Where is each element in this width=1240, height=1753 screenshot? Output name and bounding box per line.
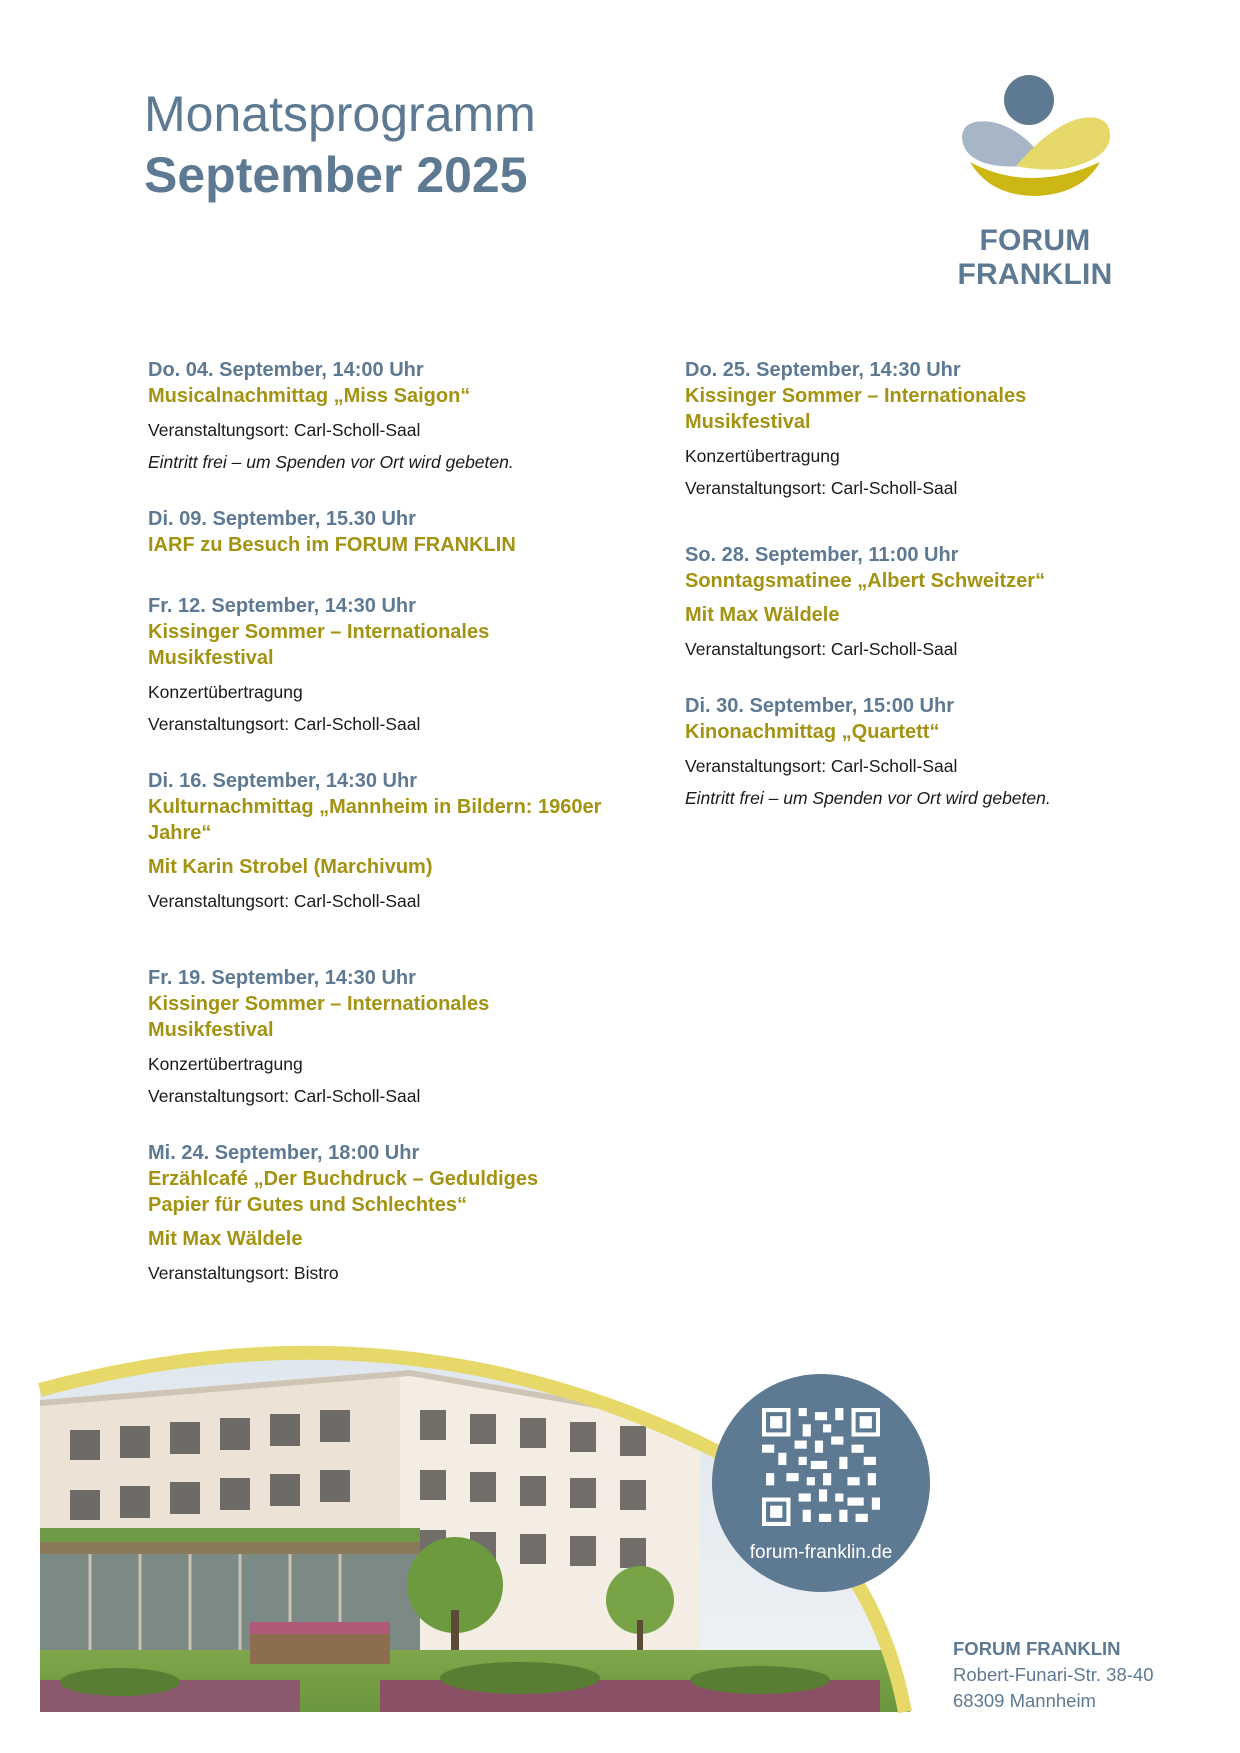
event-entry [685,358,1205,499]
event-speaker: Mit Max Wäldele [685,604,840,626]
event-info: Konzertübertragung [148,682,303,702]
event-entry [148,507,668,558]
event-info: Konzertübertragung [685,446,840,466]
event-note: Eintritt frei – um Spenden vor Ort wird gebeten. [148,452,514,472]
event-date: Fr. 12. September, 14:30 Uhr [148,595,416,617]
event-entry [148,1141,668,1284]
footer-org-name: FORUM FRANKLIN [953,1638,1121,1659]
event-entry [148,966,668,1107]
event-date: Fr. 19. September, 14:30 Uhr [148,967,416,989]
event-venue: Veranstaltungsort: Carl-Scholl-Saal [148,714,421,734]
event-date: Di. 16. September, 14:30 Uhr [148,770,418,792]
event-title: Erzählcafé „Der Buchdruck – Geduldiges Papier für Gutes und Schlechtes“ [148,1168,539,1216]
event-entry [148,358,668,473]
qr-badge[interactable] [712,1374,930,1592]
event-date: Do. 04. September, 14:00 Uhr [148,359,424,381]
event-title: Kinonachmittag „Quartett“ [685,721,940,743]
title-line-2: September 2025 [144,147,528,203]
event-date: Di. 09. September, 15.30 Uhr [148,508,416,530]
event-note: Eintritt frei – um Spenden vor Ort wird gebeten. [685,788,1051,808]
event-speaker: Mit Max Wäldele [148,1228,303,1250]
brand-name: FORUM FRANKLIN [957,224,1113,291]
event-title: Kissinger Sommer – Internationales Musikfestival [148,621,490,669]
event-date: So. 28. September, 11:00 Uhr [685,544,959,566]
event-venue: Veranstaltungsort: Carl-Scholl-Saal [148,891,421,911]
event-date: Mi. 24. September, 18:00 Uhr [148,1142,420,1164]
event-title: Musicalnachmittag „Miss Saigon“ [148,385,471,407]
footer-address [953,1636,1154,1714]
event-title: Kulturnachmittag „Mannheim in Bildern: 1960er Jahre“ [148,796,602,844]
event-venue: Veranstaltungsort: Bistro [148,1263,339,1283]
event-venue: Veranstaltungsort: Carl-Scholl-Saal [685,478,958,498]
event-venue: Veranstaltungsort: Carl-Scholl-Saal [148,420,421,440]
event-title: IARF zu Besuch im FORUM FRANKLIN [148,534,516,556]
qr-code-icon[interactable] [762,1408,880,1526]
event-date: Do. 25. September, 14:30 Uhr [685,359,961,381]
event-speaker: Mit Karin Strobel (Marchivum) [148,856,433,878]
event-venue: Veranstaltungsort: Carl-Scholl-Saal [685,756,958,776]
footer-city: 68309 Mannheim [953,1690,1096,1711]
page-title [144,84,536,206]
events-left-column [148,358,668,1318]
title-line-1: Monatsprogramm [144,86,536,142]
events-right-column [685,358,1205,843]
event-title: Kissinger Sommer – Internationales Musikfestival [148,993,490,1041]
event-entry [148,594,668,735]
forum-franklin-logo-icon [950,70,1120,200]
event-entry [148,769,668,912]
footer-street: Robert-Funari-Str. 38-40 [953,1664,1154,1685]
website-link[interactable]: forum-franklin.de [749,1542,893,1563]
event-title: Kissinger Sommer – Internationales Musikfestival [685,385,1027,433]
event-title: Sonntagsmatinee „Albert Schweitzer“ [685,570,1046,592]
event-date: Di. 30. September, 15:00 Uhr [685,695,955,717]
event-venue: Veranstaltungsort: Carl-Scholl-Saal [685,639,958,659]
event-entry [685,543,1205,660]
event-venue: Veranstaltungsort: Carl-Scholl-Saal [148,1086,421,1106]
event-entry [685,694,1205,809]
event-info: Konzertübertragung [148,1054,303,1074]
